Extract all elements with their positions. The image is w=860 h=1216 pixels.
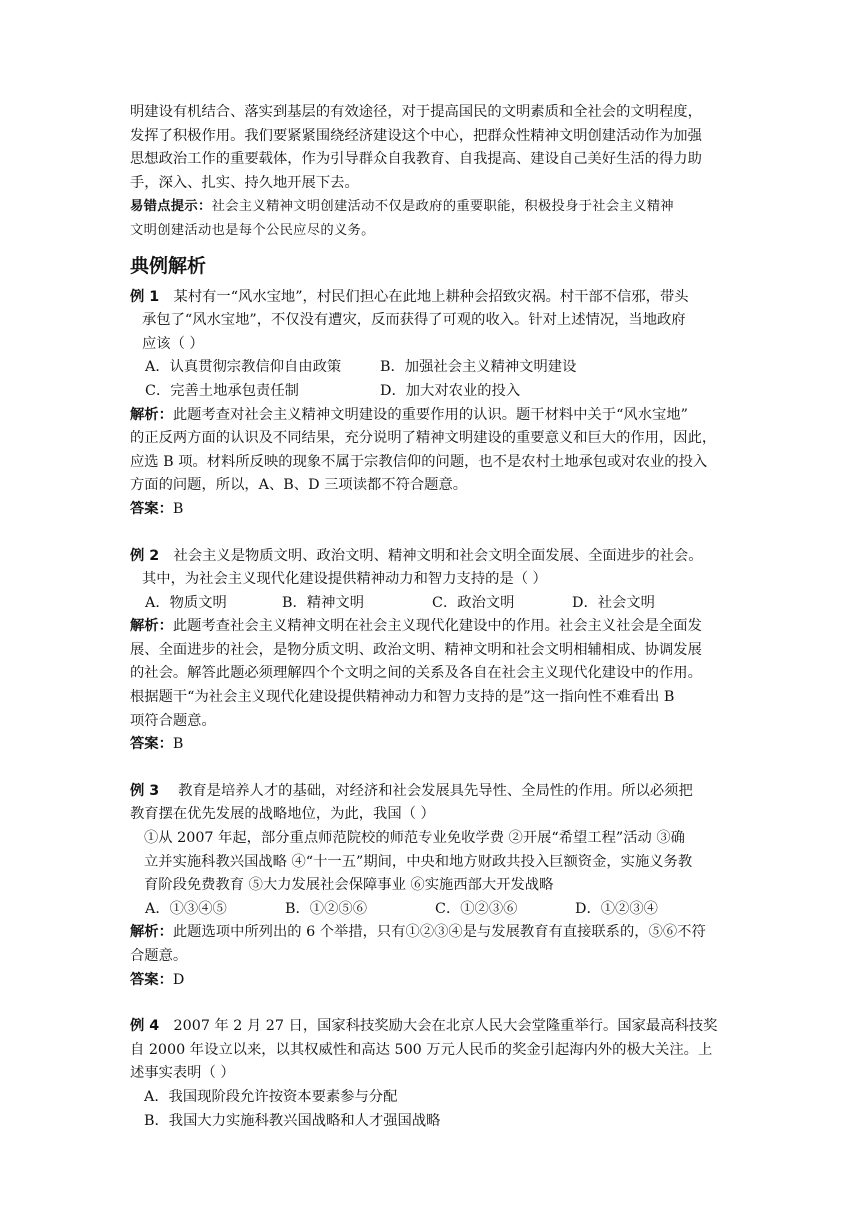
analysis-text: 应选 B 项。材料所反映的现象不属于宗教信仰的问题，也不是农村土地承包或对农业的投入 [130,453,708,470]
option-a: A．我国现阶段允许按资本要素参与分配 [144,1088,398,1105]
hint-label: 易错点提示： [130,199,212,215]
option-c: C．完善土地承包责任制 [145,382,299,399]
question-text: 2007 年 2 月 27 日，国家科技奖励大会在北京人民大会堂隆重举行。国家最高科技奖 [173,1018,718,1035]
question-text: 某村有一“风水宝地”，村民们担心在此地上耕种会招致灾祸。村干部不信邪，带头 [173,288,689,305]
analysis-label: 解析： [130,618,173,635]
option-a: A．①③④⑤ [145,900,227,917]
example-4 [130,1015,730,1133]
example-3 [130,780,730,992]
option-d: D．①②③④ [575,900,658,917]
analysis-text: 根据题干“为社会主义现代化建设提供精神动力和智力支持的是”这一指向性不难看出 B [130,689,675,706]
question-text: 教育是培养人才的基础，对经济和社会发展具先导性、全局性的作用。所以必须把 [178,782,693,799]
intro-paragraph [130,101,730,195]
analysis-text: 展、全面进步的社会，是物分质文明、政治文明、精神文明和社会文明相辅相成、协调发展 [130,641,702,658]
answer-value: D [172,971,185,988]
option-b: B．①②⑤⑥ [285,900,367,917]
analysis-text: 方面的问题，所以，A、B、D 三项读都不符合题意。 [130,477,468,494]
analysis-text: 合题意。 [130,948,188,964]
analysis-text: 项符合题意。 [130,712,216,729]
hint-text: 文明创建活动也是每个公民应尽的义务。 [130,222,375,238]
example-2 [130,545,730,757]
option-b: B．我国大力实施科教兴国战略和人才强国战略 [144,1112,441,1129]
question-text: 承包了“风水宝地”，不仅没有遭灾，反而获得了可观的收入。针对上述情况，当地政府 [142,312,686,329]
answer-label: 答案： [130,500,173,517]
option-b: B．加强社会主义精神文明建设 [380,359,577,376]
question-text: 述事实表明（ ） [130,1065,235,1082]
text-line: 明建设有机结合、落实到基层的有效途径，对于提高国民的文明素质和全社会的文明程度， [130,104,702,120]
option-b: B．精神文明 [282,594,364,611]
measure-list: 立并实施科教兴国战略 ④“十一五”期间，中央和地方财政共投入巨额资金，实施义务教 [144,853,693,870]
analysis-text: 的正反两方面的认识及不同结果，充分说明了精神文明建设的重要意义和巨大的作用，因此， [130,430,717,447]
answer-value: B [172,736,184,753]
question-text: 社会主义是物质文明、政治文明、精神文明和社会文明全面发展、全面进步的社会。 [173,547,703,564]
option-a: A．认真贯彻宗教信仰自由政策 [145,359,342,376]
example-label: 例 3 [130,782,160,799]
analysis-text: 此题选项中所列出的 6 个举措，只有①②③④是与发展教育有直接联系的，⑤⑥不符 [172,924,706,941]
question-text: 其中，为社会主义现代化建设提供精神动力和智力支持的是（ ） [142,571,547,588]
analysis-text: 此题考查社会主义精神文明在社会主义现代化建设中的作用。社会主义社会是全面发 [172,618,702,635]
example-1 [130,286,730,522]
question-text: 教育摆在优先发展的战略地位，为此，我国（ ） [130,806,435,823]
analysis-text: 此题考查对社会主义精神文明建设的重要作用的认识。题干材料中关于“风水宝地” [172,406,688,423]
section-title: 典例解析 [130,254,207,277]
analysis-label: 解析： [130,924,173,941]
analysis-text: 的社会。解答此题必须理解四个个文明之间的关系及各自在社会主义现代化建设中的作用。 [130,665,702,682]
measure-list: 育阶段免费教育 ⑤大力发展社会保障事业 ⑥实施西部大开发战略 [144,877,554,894]
option-d: D．社会文明 [572,594,655,611]
text-line: 手，深入、扎实、持久地开展下去。 [130,174,359,191]
answer-value: B [172,500,184,517]
option-c: C．政治文明 [432,594,515,611]
answer-label: 答案： [130,736,173,753]
error-hint [130,195,730,242]
option-c: C．①②③⑥ [435,900,518,917]
option-d: D．加大对农业的投入 [380,382,521,399]
text-line: 思想政治工作的重要载体，作为引导群众自我教育、自我提高、建设自己美好生活的得力助 [130,151,702,168]
text-line: 发挥了积极作用。我们要紧紧围绕经济建设这个中心，把群众性精神文明创建活动作为加强 [130,127,702,144]
example-label: 例 4 [130,1018,160,1035]
hint-text: 社会主义精神文明创建活动不仅是政府的重要职能，积极投身于社会主义精神 [211,199,674,215]
example-label: 例 2 [130,547,160,564]
analysis-label: 解析： [130,406,173,423]
answer-label: 答案： [130,971,173,988]
option-a: A．物质文明 [145,594,227,611]
question-text: 应该（ ） [142,335,204,352]
example-label: 例 1 [130,288,160,305]
measure-list: ①从 2007 年起，部分重点师范院校的师范专业免收学费 ②开展“希望工程”活动 ③确 [144,830,685,847]
document-page [130,101,730,1133]
question-text: 自 2000 年设立以来，以其权威性和高达 500 万元人民币的奖金引起海内外的极大关注。上 [130,1041,713,1058]
